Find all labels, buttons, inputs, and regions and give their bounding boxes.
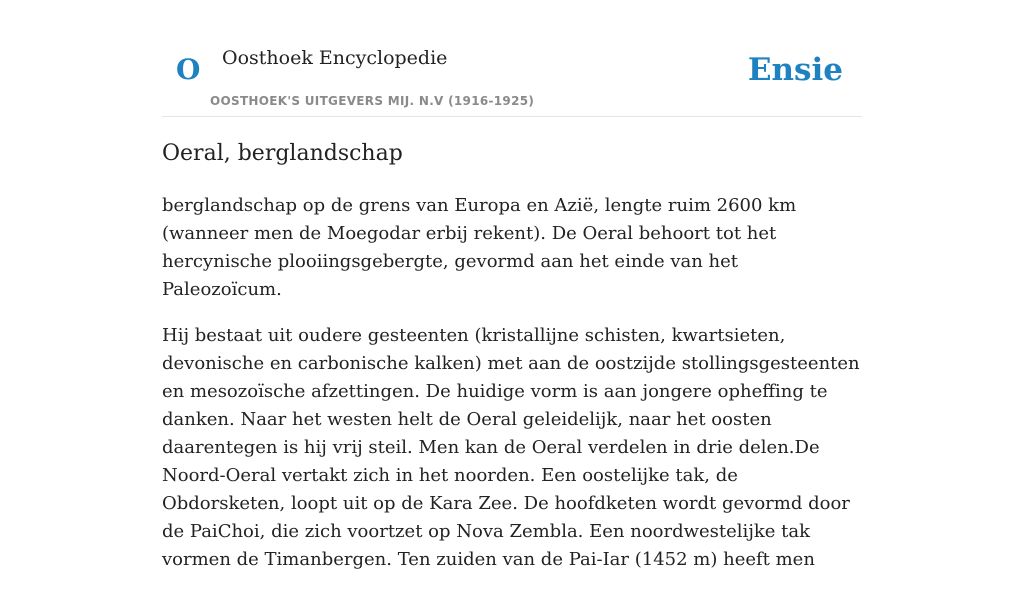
logo-icon[interactable]: O (176, 53, 201, 86)
site-title[interactable]: Oosthoek Encyclopedie (222, 47, 448, 69)
brand-logo[interactable]: Ensie (747, 52, 843, 88)
article-paragraph: berglandschap op de grens van Europa en Azië, lengte ruim 2600 km (wanneer men de Moegodar erbij rekent). De Oeral behoort tot het hercynische plooiingsgebergte, gevormd aan het einde van het Paleozoïcum. (162, 195, 797, 300)
site-subtitle: OOSTHOEK'S UITGEVERS MIJ. N.V (1916-1925) (210, 94, 535, 108)
article-body (162, 192, 862, 592)
article-paragraph: Hij bestaat uit oudere gesteenten (kristallijne schisten, kwartsieten, devonische en carbonische kalken) met aan de oostzijde stollingsgesteenten en mesozoïsche afzettingen. De huidige vorm is aan jongere opheffing te danken. Naar het westen helt de Oeral geleidelijk, naar het oosten daarentegen is hij vrij steil. Men kan de Oeral verdelen in drie delen.De Noord-Oeral vertakt zich in het noorden. Een oostelijke tak, de Obdorsketen, loopt uit op de Kara Zee. De hoofdketen wordt gevormd door de PaiChoi, die zich voortzet op Nova Zembla. Een noordwestelijke tak vormen de Timanbergen. Ten zuiden van de Pai-Iar (1452 m) heeft men (162, 325, 860, 570)
site-header (162, 0, 862, 117)
article-title: Oeral, berglandschap (162, 141, 403, 166)
